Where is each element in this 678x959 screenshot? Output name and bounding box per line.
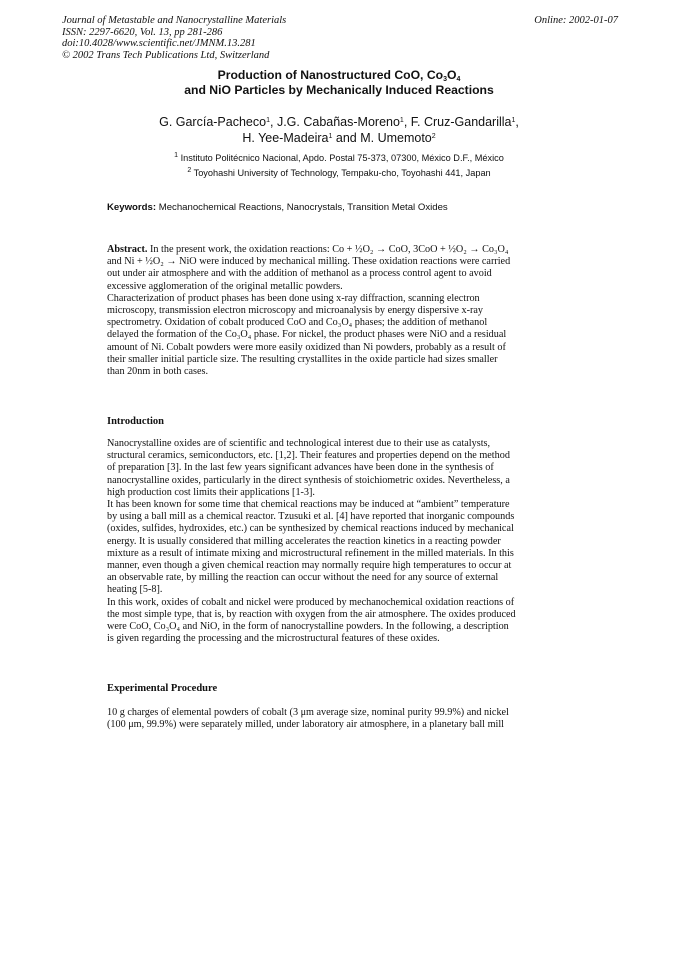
- intro-line: of preparation [3]. In the last few years significant advances have been done in the synthesis of: [107, 462, 494, 474]
- intro-line: manner, even though a given chemical reaction may normally require high temperatures to occur at: [107, 560, 512, 572]
- affiliation: Toyohashi University of Technology, Tempaku-cho, Toyohashi 441, Japan: [191, 168, 491, 178]
- author-sep: ,: [515, 115, 519, 129]
- intro-line: nanocrystalline oxides, particularly in the direct synthesis of stoichiometric oxides. Nevertheless, a: [107, 474, 510, 486]
- author-affil-mark: 1: [266, 117, 270, 124]
- author: , J.G. Cabañas-Moreno: [270, 115, 400, 129]
- abstract-line: Characterization of product phases has been done using x-ray diffraction, scanning electron: [107, 292, 480, 304]
- intro-line: Nanocrystalline oxides are of scientific and technological interest due to their use as catalysts,: [107, 438, 491, 449]
- title-part: Production of Nanostructured CoO, Co: [217, 68, 444, 82]
- abstract-line: out under air atmosphere and with the addition of methanol as a process control agent to avoid: [107, 268, 492, 280]
- abstract-line: microscopy, transmission electron microscopy and microanalysis by energy dispersive x-ray: [107, 305, 483, 317]
- introduction-body: [107, 438, 553, 645]
- online-date: Online: 2002-01-07: [534, 15, 618, 26]
- author: and M. Umemoto: [332, 131, 432, 145]
- abstract-line: amount of Ni. Cobalt powders were more easily oxidized than Ni powders, probably as a result of: [107, 341, 506, 353]
- intro-line: by using a ball mill as a chemical reactor. Tzusuki et al. [4] have reported that inorganic compounds: [107, 511, 515, 523]
- intro-line: high production cost limits their applications [1-3].: [107, 486, 315, 498]
- intro-line: heating [5-8].: [107, 584, 163, 596]
- doi-line: doi:10.4028/www.scientific.net/JMNM.13.281: [62, 38, 256, 49]
- experimental-body: [107, 707, 553, 731]
- author: H. Yee-Madeira: [242, 131, 329, 145]
- intro-line: the most simple type, that is, by reaction with oxygen from the air atmosphere. The oxides produced: [107, 608, 516, 620]
- title-sub: 3: [443, 76, 447, 83]
- introduction-heading: Introduction: [107, 416, 164, 427]
- intro-line: It has been known for some time that chemical reactions may be induced at “ambient” temperature: [107, 499, 510, 511]
- affiliation: Instituto Politécnico Nacional, Apdo. Postal 75-373, 07300, México D.F., México: [178, 153, 504, 163]
- abstract-line: than 20nm in both cases.: [107, 366, 209, 378]
- abstract-line: excessive agglomeration of the original metallic powders.: [107, 280, 343, 292]
- keywords-text: Mechanochemical Reactions, Nanocrystals, Transition Metal Oxides: [156, 202, 448, 213]
- abstract: [107, 244, 553, 378]
- author-affil-mark: 1: [511, 117, 516, 124]
- abstract-label: Abstract.: [107, 244, 148, 255]
- affil-mark: 2: [187, 167, 192, 174]
- keywords-label: Keywords:: [107, 202, 157, 213]
- author-affil-mark: 1: [328, 133, 333, 140]
- keywords: [107, 202, 448, 213]
- title-line-2: and NiO Particles by Mechanically Induced Reactions: [184, 83, 494, 97]
- issn-line: ISSN: 2297-6620, Vol. 13, pp 281-286: [62, 26, 223, 38]
- title-part: O: [446, 68, 457, 82]
- intro-line: is given regarding the processing and the microstructural features of these oxides.: [107, 633, 440, 645]
- author-list: [90, 114, 588, 146]
- paper-title: [90, 68, 588, 98]
- intro-line: an observable rate, by milling the reaction can occur without the need for any source of external: [107, 572, 499, 584]
- author: , F. Cruz-Gandarilla: [403, 115, 512, 129]
- intro-line: structural ceramics, semiconductors, etc. [1,2]. Their features and properties depend on the method: [107, 450, 510, 462]
- abstract-line: spectrometry. Oxidation of cobalt produced CoO and Co₃O₄ phases; the addition of methanol: [107, 317, 488, 329]
- abstract-line: their smaller initial particle size. The resulting crystallites in the oxide particle had sizes smaller: [107, 353, 498, 365]
- affil-mark: 1: [174, 152, 179, 159]
- abstract-line: In the present work, the oxidation reactions: Co + ½O₂ → CoO, 3CoO + ½O₂ → Co₃O₄: [147, 244, 509, 255]
- abstract-line: delayed the formation of the Co₃O₄ phase. For nickel, the product phases were NiO and a residual: [107, 329, 507, 341]
- abstract-line: and Ni + ½O₂ → NiO were induced by mechanical milling. These oxidation reactions were carried: [107, 256, 511, 268]
- intro-line: In this work, oxides of cobalt and nickel were produced by mechanochemical oxidation reactions of: [107, 596, 515, 608]
- experimental-heading: Experimental Procedure: [107, 683, 218, 694]
- intro-line: mixture as a result of intimate mixing and microstructural refinement in the milled materials. In this: [107, 547, 514, 559]
- copyright-line: © 2002 Trans Tech Publications Ltd, Switzerland: [62, 49, 270, 61]
- intro-line: energy. It is usually considered that milling accelerates the reaction kinetics in a reacting powder: [107, 535, 501, 547]
- intro-line: were CoO, Co₃O₄ and NiO, in the form of nanocrystalline powders. In the following, a description: [107, 621, 509, 633]
- author-affil-mark: 1: [399, 117, 404, 124]
- author: G. García-Pacheco: [159, 115, 267, 129]
- author-affil-mark: 2: [431, 133, 436, 140]
- journal-name: Journal of Metastable and Nanocrystalline Materials: [62, 15, 287, 26]
- intro-line: (oxides, sulfides, hydroxides, etc.) can be synthesized by chemical reactions induced by mechanical: [107, 523, 514, 535]
- title-sub: 4: [456, 76, 461, 83]
- experimental-line: (100 μm, 99.9%) were separately milled, under laboratory air atmosphere, in a planetary ball mill: [107, 719, 504, 731]
- affiliations: [110, 151, 568, 181]
- experimental-line: 10 g charges of elemental powders of cobalt (3 μm average size, nominal purity 99.9%) and nickel: [107, 707, 509, 718]
